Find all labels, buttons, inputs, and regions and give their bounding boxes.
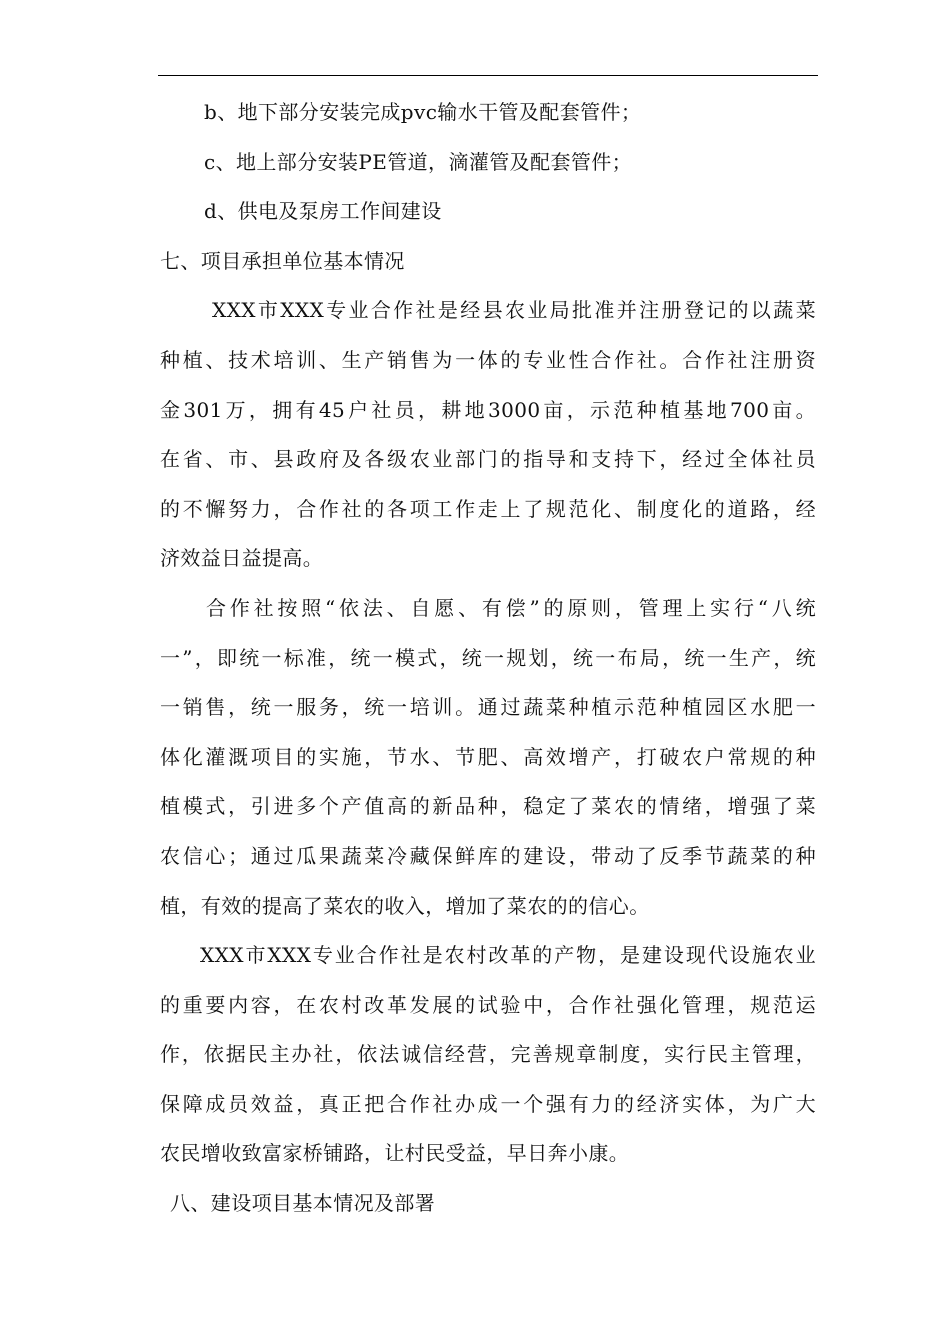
paragraph-line: 农信心；通过瓜果蔬菜冷藏保鲜库的建设，带动了反季节蔬菜的种 [160,843,816,868]
paragraph-cooperative-intro [160,286,816,584]
paragraph-line: 的不懈努力，合作社的各项工作走上了规范化、制度化的道路，经 [160,496,816,521]
paragraph-line: 一销售，统一服务，统一培训。通过蔬菜种植示范种植园区水肥一 [160,695,816,720]
section-7-heading: 七、项目承担单位基本情况 [160,248,405,273]
document-body [160,88,816,1229]
list-item-b: b、地下部分安装完成pvc输水干管及配套管件； [204,100,642,124]
list-item-c: c、地上部分安装PE管道，滴灌管及配套管件； [204,149,633,174]
list-item-d: d、供电及泵房工作间建设 [204,199,442,224]
paragraph-line: 植模式，引进多个产值高的新品种，稳定了菜农的情绪，增强了菜 [160,794,816,819]
paragraph-line: 在省、市、县政府及各级农业部门的指导和支持下，经过全体社员 [160,447,816,472]
paragraph-line: 植，有效的提高了菜农的收入，增加了菜农的的信心。 [160,893,650,918]
header-rule [158,75,818,76]
paragraph-line: 一”，即统一标准，统一模式，统一规划，统一布局，统一生产，统 [160,645,816,670]
paragraph-line: XXX市XXX专业合作社是农村改革的产物，是建设现代设施农业 [200,943,816,968]
paragraph-line: 种植、技术培训、生产销售为一体的专业性合作社。合作社注册资 [160,347,816,372]
paragraph-line: 保障成员效益，真正把合作社办成一个强有力的经济实体，为广大 [160,1091,816,1116]
paragraph-line: 金301万，拥有45户社员，耕地3000亩，示范种植基地700亩。 [160,397,816,422]
paragraph-line: 的重要内容，在农村改革发展的试验中，合作社强化管理，规范运 [160,992,816,1017]
section-8-heading: 八、建设项目基本情况及部署 [170,1191,436,1216]
paragraph-line: XXX市XXX专业合作社是经县农业局批准并注册登记的以蔬菜 [212,298,816,323]
paragraph-line: 济效益日益提高。 [160,546,324,571]
paragraph-line: 合作社按照“依法、自愿、有偿”的原则，管理上实行“八统 [206,595,816,620]
paragraph-line: 作，依据民主办社，依法诚信经营，完善规章制度，实行民主管理， [160,1042,816,1067]
paragraph-rural-reform [160,931,816,1179]
paragraph-line: 农民增收致富家桥铺路，让村民受益，早日奔小康。 [160,1141,630,1166]
paragraph-line: 体化灌溉项目的实施，节水、节肥、高效增产，打破农户常规的种 [160,744,816,769]
paragraph-management-principles [160,584,816,931]
